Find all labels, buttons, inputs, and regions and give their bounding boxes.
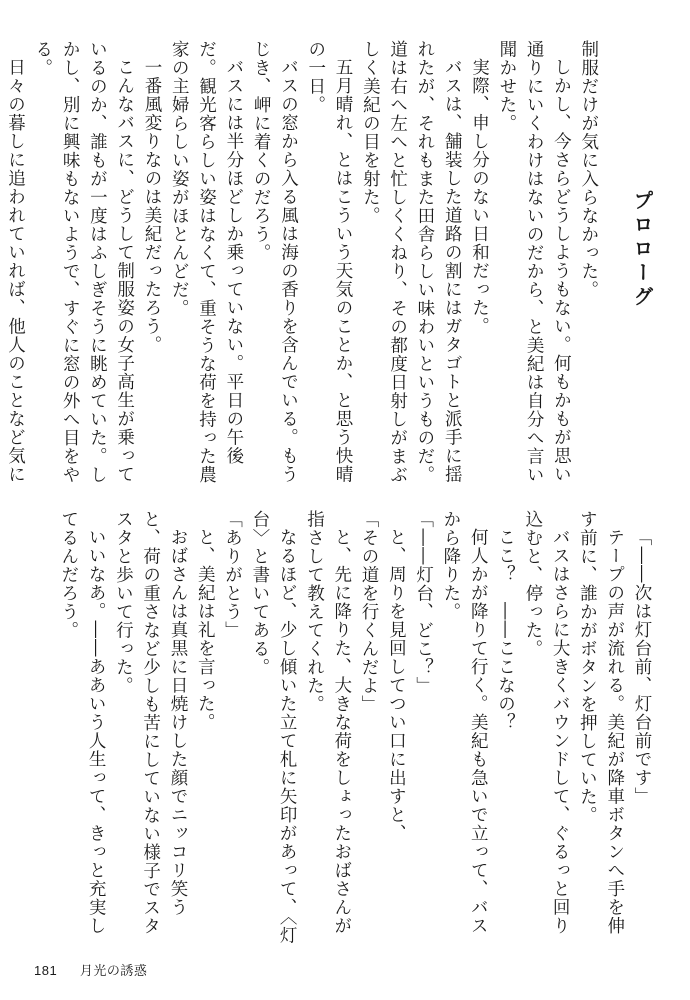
paragraph: 五月晴れ、とはこういう天気のことか、と思う快晴の一日。	[305, 40, 354, 483]
paragraph: 一番風変りなのは美紀だったろう。	[141, 57, 162, 354]
paragraph: テープの声が流れる。美紀が降車ボタンへ手を伸す前に、誰かがボタンを押していた。	[577, 510, 625, 935]
lower-text-block	[60, 510, 655, 950]
paragraph: と、周りを見回してつい口に出すと、	[386, 527, 407, 842]
paragraph: 「――次は灯台前、灯台前です」	[632, 527, 652, 805]
paragraph: ここ？ ――ここなの？	[495, 527, 516, 731]
paragraph: しかし、今さらどうしようもない。何もかもが思い通りにいくわけはないのだから、と美紀は自分へ言い聞かせた。	[496, 40, 572, 484]
upper-text-block	[5, 40, 655, 485]
paragraph: こんなバスに、どうして制服姿の女子高生が乗っているのか、誰もが一度はふしぎそうに眺めていた。しかし、別に興味もないようで、すぐに窓の外へ目をやる。	[32, 40, 135, 484]
paragraph: いいなあ。――ああいう人生って、きっと充実してるんだろう。	[58, 510, 107, 935]
paragraph: 日々の暮しに追われていれば、他人のことなど気に	[5, 57, 26, 483]
paragraph: バスには半分ほどしか乗っていない。平日の午後だ。観光客らしい姿はなくて、重そうな荷を持った農家の主婦らしい姿がほとんどだ。	[169, 40, 244, 484]
page-number: 181	[34, 963, 58, 978]
paragraph: 制服だけが気に入らなかった。	[578, 40, 599, 299]
paragraph: 何人かが降りて行く。美紀も急いで立って、バスから降りた。	[440, 510, 489, 935]
paragraph: と、美紀は礼を言った。	[195, 527, 216, 731]
paragraph: 実際、申し分のない日和だった。	[469, 57, 490, 335]
paragraph: 「――灯台、どこ？」	[413, 510, 434, 695]
page-footer	[34, 960, 147, 979]
paragraph: バスは、舗装した道路の割にはガタゴトと派手に揺れたが、それもまた田舎らしい味わいというものだ。道は右へ左へと忙しくくねり、その都度日射しがまぶしく美紀の目を射た。	[360, 40, 463, 484]
paragraph: おばさんは真黒に日焼けした顔でニッコリ笑うと、荷の重さなど少しも苦にしていない様子でスタスタと歩いて行った。	[113, 510, 188, 936]
paragraph: バスの窓から入る風は海の香りを含んでいる。もうじき、岬に着くのだろう。	[251, 40, 299, 483]
paragraph: なるほど、少し傾いた立て札に矢印があって、〈灯台〉と書いてある。	[249, 510, 298, 945]
running-title: 月光の誘惑	[79, 964, 148, 979]
paragraph: 「その道を行くんだよ」	[359, 510, 380, 714]
chapter-title: プロローグ	[630, 190, 654, 310]
paragraph: と、先に降りた、大きな荷をしょったおばさんが指さして教えてくれた。	[304, 510, 352, 935]
paragraph: バスはさらに大きくバウンドして、ぐるっと回り込むと、停った。	[522, 510, 571, 935]
paragraph: 「ありがとう」	[222, 510, 243, 640]
